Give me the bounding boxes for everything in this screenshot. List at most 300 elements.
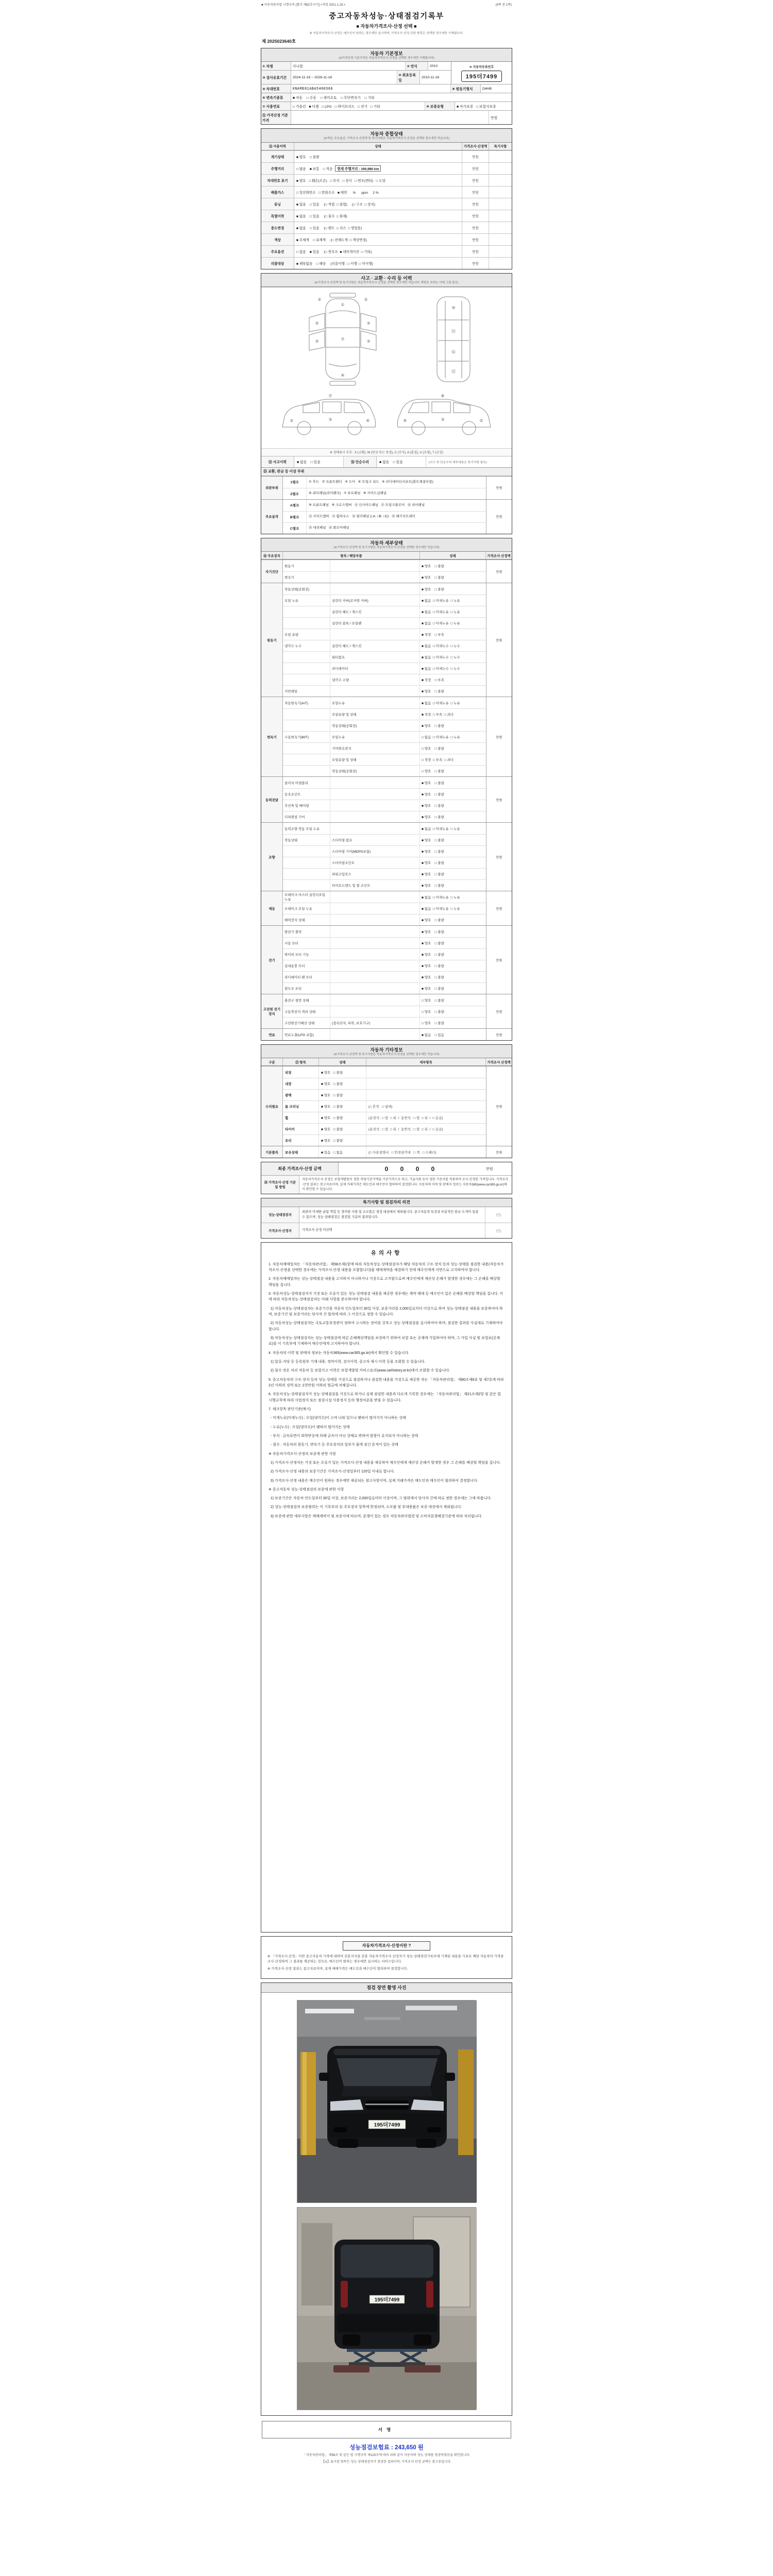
price-appraisal-info-title: 자동차가격조사·산정이란 ? [343,1941,430,1951]
device-group [261,891,512,925]
detailed-condition-header [261,538,512,552]
device-price-cell: 만원 [486,777,512,822]
document-number: 제 2025023640호 [262,39,296,44]
other-row [283,1146,486,1158]
opinion-text: 외판의 미세한 긁힘·찍힘 등 경미한 사항 및 소모품은 점검 대상에서 제외됩니다. 중고자동차 특성상 부분적인 판금·도색이 있을 수 있으며, 성능·상태점검은 점검일 기준의 결과입니다. [302,1210,479,1219]
device-item: 브레이크 오일 누유 [283,903,330,914]
device-state-checkboxes: ■ 없음 □ 있음 [422,1033,444,1037]
base-price-row [261,110,512,124]
vin-value: KNAME81ABA5400366 [291,84,451,93]
device-state-checkboxes: ■ 양호 □ 불량 [422,850,444,854]
device-item: 오일 유량 [283,629,330,640]
exchange-group-rows [283,500,486,534]
final-price-section [261,1162,512,1194]
device-group-label: 자기진단 [261,560,283,583]
other-info-header [261,1045,512,1058]
device-item: 라디에이터 팬 모터 [283,972,330,982]
state-checkboxes: ■ 해당없음 □ 해당 (리콜이행 : □ 이행 □ 미이행) [296,262,373,266]
device-price-cell: 만원 [486,560,512,583]
device-item: 고전원전기배선 상태 [283,1018,330,1028]
other-price-cell: 만원 [486,1146,512,1158]
device-item: 디퍼렌셜 기어 [283,811,330,822]
vehicle-name-row [261,62,451,70]
device-item: 등속조인트 [283,789,330,800]
device-part: 실린더 블록 / 오일팬 [330,618,420,629]
note-cell [489,222,512,233]
usage-history-row [261,186,512,198]
device-row [283,960,486,971]
exchange-panel-title: ⑮ 교환, 판금 등 이상 부위 [261,467,512,476]
notice-paragraph: 4. 자동차의 이력 및 판매자 정보는 자동차365(www.car365.go.kr)에서 확인할 수 있습니다. [268,1351,410,1355]
device-group-rows [283,823,486,891]
other-group [261,1066,512,1146]
rank-parts: ① 후드 ② 프론트펜더 ③ 도어 ④ 트렁크 리드 ⑤ 라디에이터서포트(볼트체결부품) [309,480,433,484]
usage-history-row [261,198,512,210]
other-row [283,1089,486,1100]
inspector-opinion-section [261,1198,512,1239]
device-row [283,685,486,697]
detail-groups [261,560,512,1040]
opinion-row [261,1223,512,1238]
notice-paragraph: 5. 중고자동차의 구조·장치 등의 성능·상태를 거짓으로 점검하거나 점검한 내용을 거짓으로 제공한 자는 「자동차관리법」 제80조제6호 및 제7호에 따라 2년 이하의 징역 또는 2천만원 이하의 벌금에 처해집니다. [268,1378,505,1387]
device-group-rows [283,777,486,822]
other-extra-checkboxes: (운전석 : □ 앞 □ 뒤 / 동반석 : □ 앞 □ 뒤 / □ 응급) [368,1128,443,1132]
device-item: 브레이크 마스터 실린더오일 누유 [283,891,330,903]
accident-history-label: ⑬ 사고이력 [261,456,294,467]
license-plate: 195더7499 [461,71,502,82]
warranty-type-label: ⑨ 보증유형 [425,102,455,110]
overall-condition-title: 자동차 종합상태 [370,131,403,137]
device-part [330,972,420,982]
price-cell: 만원 [462,234,489,245]
basic-info-top [261,62,512,84]
notice-paragraph: 3) 자동차성능·상태점검자는 성능·상태점검에 따른 손해배상책임을 보장하기 위하여 보험 또는 공제에 가입하여야 하며, 그 가입 사실 및 보험료(공제료)를 이 기록부에 기재하여 매수인에게 고지하여야 합니다. [268,1336,500,1346]
note-cell [489,246,512,257]
device-part [330,1006,420,1017]
notice-paragraphs [268,1262,505,1520]
device-row [283,583,486,595]
device-part [330,938,420,948]
usage-item-state [294,246,462,257]
usage-item-state [294,210,462,222]
col-other-group: 구분 [261,1058,283,1065]
device-part [330,686,420,697]
usage-item-label: 용도변경 [261,222,294,233]
device-group-rows [283,583,486,697]
device-state-checkboxes: ■ 없음 □ 미세누유 □ 누유 [422,611,460,615]
fuel-label: ⑦ 사용연료 [261,102,291,110]
svg-text:③: ③ [366,338,371,344]
accident-history-checkboxes: ■ 없음 □ 있음 [294,456,344,467]
device-state-checkboxes: ■ 없음 □ 미세누유 □ 누유 [422,895,460,900]
device-item [283,709,330,720]
detailed-condition-title: 자동차 세부상태 [370,540,403,546]
device-part [330,983,420,994]
device-row [283,640,486,651]
device-part [330,823,420,834]
col-other-item: ⑰ 항목 [283,1058,319,1065]
svg-text:⑧: ⑧ [441,393,445,398]
device-row [283,845,486,857]
device-row [283,720,486,731]
svg-text:⑫: ⑫ [451,329,456,334]
device-item: 원동기 [283,560,330,571]
device-state-checkboxes: ■ 없음 □ 미세누수 □ 누수 [422,645,460,649]
svg-text:⑩: ⑩ [451,305,456,310]
device-state-checkboxes: ■ 양호 □ 불량 [422,976,444,980]
device-item [283,743,330,754]
overall-condition-header [261,129,512,142]
device-group-rows [283,994,486,1028]
device-item: 오일 누유 [283,595,330,606]
device-group [261,822,512,891]
other-item-label: 보유상태 [283,1146,319,1158]
other-groups [261,1066,512,1158]
inspection-record-document [261,2,512,2475]
notice-paragraph: 3) 보증에 관한 세부사항은 매매계약서 및 보증서에 따르며, 분쟁이 있는 경우 자동차관리법령 및 소비자분쟁해결기준에 따라 처리됩니다. [268,1514,483,1518]
other-extra-checkboxes [366,1066,486,1078]
device-row [283,823,486,834]
device-row [283,606,486,617]
device-part: 파워고압호스 [330,869,420,879]
other-item-label: 휠 [283,1112,319,1123]
exchange-group-label: 외판부위 [261,477,283,499]
form-reference: ■ 자동차관리법 시행규칙 [별지 제82호서식] <개정 2021.1.19.> [261,4,346,7]
device-part [330,891,420,903]
device-group-rows [283,560,486,583]
accident-history-note: (※가격조사·산정액 및 특기사항은 자동차가격조사·산정을 선택한 경우에만 적습니다. 쪽번호 부위는 아래 그림 참조) [314,281,459,285]
usage-history-row [261,150,512,162]
device-part: 스티어링 기어(MDPS포함) [330,846,420,857]
opinion-text: 가격조사·산정 미선택 [302,1228,332,1232]
note-cell [489,163,512,174]
state-checkboxes: ■ 양호 □ 불량 [296,155,320,159]
device-state-checkboxes: ■ 양호 □ 불량 [422,587,444,591]
exchange-rank-row [283,511,486,522]
other-item-label: 룸 크리닝 [283,1101,319,1112]
device-state-checkboxes: ■ 양호 □ 불량 [422,953,444,957]
other-state-checkboxes: ■ 양호 □ 불량 [319,1112,366,1123]
usage-history-row [261,222,512,233]
usage-item-label: 차대번호 표기 [261,175,294,186]
price-appraisal-info-line: ※ 「가격조사·산정」이란 중고자동차 가격에 대하여 전문지식을 갖춘 자동차가격조사·산정자가 성능·상태점검기록부에 기재된 내용을 기초로 해당 자동차의 가격을 조사·산정하여 그 결과를 제공하는 것으로, 매수인이 원하는 경우에만 실시하는 서비스입니다. [267,1954,505,1964]
price-cell: 만원 [462,258,489,269]
device-part: 실린더 커버(로커암 커버) [330,595,420,606]
device-state-checkboxes: ■ 양호 □ 불량 [422,884,444,888]
device-item: 와이퍼 모터 기능 [283,949,330,960]
damage-code-legend: ※ 상태표시 부호 : X (교환), W (판금 또는 용접), C (부식), A (흠집), U (요철), T (손상) [261,448,512,456]
price-appraisal-info-line: ※ 가격조사·산정 결과는 참고자료이며, 실제 매매가격은 매도인과 매수인이 협의하여 결정합니다. [267,1967,408,1971]
other-item-label: 타이어 [283,1124,319,1134]
device-state-checkboxes: ■ 양호 □ 불량 [422,804,444,808]
device-part: 타이로드엔드 및 볼 조인트 [330,880,420,891]
device-item: 충전구 절연 상태 [283,994,330,1006]
device-state-checkboxes: ■ 없음 □ 미세누수 □ 누수 [422,667,460,671]
device-row [283,994,486,1006]
usage-item-state [294,187,462,198]
device-row [283,879,486,891]
device-state-checkboxes: ■ 양호 □ 불량 [422,919,444,923]
other-row [283,1123,486,1134]
col-other-extra: 세부항목 [366,1058,486,1065]
col-price: 가격조사·산정액 [462,143,489,150]
device-item [283,618,330,629]
usage-item-label: 색상 [261,234,294,245]
device-item [283,766,330,776]
exchange-rank-row [283,477,486,488]
device-part [330,572,420,583]
device-item [283,652,330,663]
svg-text:⑥: ⑥ [403,418,407,423]
final-price-unit: 만원 [486,1167,493,1171]
exchange-rank-row [283,522,486,534]
form-reference-line [261,2,512,7]
other-extra-checkboxes: (□ 사용설명서 □ 안전삼각대 □ 잭 □ 스패너) [368,1150,436,1155]
other-item-label: 광택 [283,1090,319,1100]
device-group [261,925,512,994]
device-row [283,1029,486,1040]
notice-paragraph: 3) 가격조사·산정 내용은 매수인이 원하는 경우에만 제공되는 참고사항이며, 실제 거래가격은 매도인과 매수인이 협의하여 결정합니다. [268,1479,478,1483]
device-item [283,857,330,868]
device-part: 라디에이터 [330,663,420,674]
usage-history-row [261,233,512,245]
device-group-label: 변속기 [261,697,283,776]
device-state-checkboxes: ■ 적정 □ 부족 □ 과다 [422,713,454,717]
other-row [283,1134,486,1146]
notice-paragraph: - 누유(누수) : 오일(냉각수)이 맺혀서 떨어지는 상태 [268,1425,350,1429]
fuel-checkboxes: □ 가솔린 ■ 디젤 □ LPG □ 하이브리드 □ 전기 □ 기타 [291,102,425,110]
state-checkboxes: □ 없음 ■ 있음 (□ 썬루프 ■ 네비게이션 □ 기타) [296,250,372,254]
document-title: 중고자동차성능·상태점검기록부 [329,12,444,21]
device-row [283,982,486,994]
device-state-checkboxes: ■ 양호 □ 불량 [422,781,444,785]
device-state-checkboxes: ■ 없음 □ 미세누유 □ 누유 [422,827,460,831]
device-item [283,720,330,731]
device-part [330,811,420,822]
device-state-checkboxes: ■ 양호 □ 불량 [422,839,444,843]
notice-paragraph: 6. 자동차성능·상태점검자가 성능·상태점검을 거짓으로 하거나 실제 점검한 내용과 다르게 기록한 경우에는 「자동차관리법」 제21조제2항 및 같은 법 시행규칙에 따라 사업정지 또는 점검시설 사용정지 등의 행정처분을 받을 수 있습니다. [268,1393,502,1402]
notice-paragraph: - 침수 : 자동차의 원동기, 변속기 등 주요장치의 일부가 물에 잠긴 흔적이 있는 상태 [268,1443,398,1447]
col-other-price: 가격조사·산정액 [487,1060,511,1064]
notice-title: 유의사항 [371,1249,402,1256]
note-cell [489,175,512,186]
final-price-value: 0 0 0 0 [384,1165,440,1173]
price-cell: 만원 [462,222,489,233]
device-part: 냉각수 수량 [330,674,420,685]
inspection-photos-body [261,1993,512,2415]
inspection-photos-section [261,1982,512,2416]
warranty-type-checkboxes: ■ 자가보증 □ 보험사보증 [457,105,496,109]
device-state-checkboxes: ■ 양호 □ 불량 [422,690,444,694]
device-state-checkboxes: ■ 없음 □ 미세누유 □ 누유 [422,599,460,603]
device-item [283,754,330,765]
signature-box: 서명 [262,2421,511,2438]
device-row [283,1017,486,1028]
col-detail-price: 가격조사·산정액 [487,554,511,558]
mileage-box: 현재 주행거리 : 190,980 km [335,165,381,172]
device-part: 오일유량 및 상태 [330,709,420,720]
other-info-section [261,1044,512,1158]
device-row [283,708,486,720]
device-group-label: 연료 [261,1029,283,1040]
device-part [330,789,420,800]
device-part [330,914,420,925]
other-table-head [261,1058,512,1066]
vehicle-diagrams [261,287,512,448]
col-detail-state: 상태 [420,552,486,559]
note-cell [489,234,512,245]
device-state-checkboxes: ■ 없음 □ 미세누수 □ 누수 [422,656,460,660]
opinion-author: 가격조사·산정자 [261,1223,299,1238]
device-item: 작동상태(공회전) [283,583,330,595]
price-cell: 만원 [462,246,489,257]
rank-parts: ⑥ 쿼터패널(리어펜더) ⑦ 루프패널 ⑧ 사이드실패널 [309,492,387,496]
device-part [330,960,420,971]
usage-item-state [294,163,462,174]
usage-item-state [294,198,462,210]
device-row [283,595,486,606]
notice-paragraph: 1) 자동차성능·상태점검자는 보증기간을 자동차 인도일부터 30일 이상, 보증거리를 2,000킬로미터 이상으로 하여 성능·상태점검 내용을 보증하여야 하며, 보증기간 및 보증거리는 당사자 간 합의에 따라 그 이상으로 정할 수 있습니다. [268,1307,503,1316]
device-state-checkboxes: ■ 양호 □ 불량 [422,861,444,866]
transmission-label: ⑥ 변속기종류 [261,93,291,101]
other-item-label: 유리 [283,1135,319,1146]
device-item: 실내송풍 모터 [283,960,330,971]
device-item: 커먼레일 [283,686,330,697]
simple-repair-label: ⑭ 단순수리 [344,456,377,467]
exchange-group [261,499,512,534]
model-year-value: 2010 [430,64,438,68]
device-part: 스티어링 펌프 [330,835,420,845]
other-extra-checkboxes [366,1078,486,1089]
notice-paragraph: - 부식 : 금속표면이 화학반응에 의해 금속이 아닌 상태로 변하여 원형이 유지되지 아니하는 상태 [268,1434,418,1438]
device-group [261,697,512,776]
vehicle-rear-photo [297,2208,477,2410]
detail-table-head [261,552,512,560]
inspection-insurance-fee: 성능점검보험료 : 243,650 원 [349,2444,424,2451]
accident-history-section [261,273,512,534]
col-usage-history: ⑫ 사용이력 [261,143,294,150]
registration-plate-block [451,62,512,84]
device-row [283,697,486,708]
device-state-checkboxes: ■ 양호 □ 불량 [422,564,444,568]
device-state-checkboxes: □ 양호 □ 불량 [422,1010,444,1014]
device-item: 윈도우 모터 [283,983,330,994]
other-row [283,1078,486,1089]
device-state-checkboxes: ■ 양호 □ 불량 [422,987,444,991]
note-cell [489,258,512,269]
signature-seal-cell: (인) [485,1207,512,1223]
other-group-label: 수리필요 [261,1066,283,1146]
device-group-rows [283,891,486,925]
device-part [330,903,420,914]
rank-parts: ⑨ 프론트패널 ⑩ 크로스멤버 ⑪ 인사이드패널 ⑰ 트렁크플로어 ⑱ 리어패널 [309,503,425,507]
rank-parts: ⑫ 사이드멤버 ⑬ 휠하우스 ⑭ 필러패널 (□A □B □C) ⑲ 패키지트레이 [309,515,415,519]
other-state-checkboxes: ■ 양호 □ 불량 [319,1135,366,1146]
device-price-cell: 만원 [486,1029,512,1040]
device-row [283,788,486,800]
notice-paragraph: 2) 침수 전손 처리 자동차 등 보험사고 이력은 보험개발원 카히스토리(www.carhistory.or.kr)에서 조회할 수 있습니다. [268,1369,450,1373]
state-checkboxes: □ 많음 ■ 보통 □ 적음 [296,167,333,171]
price-cell: 만원 [462,198,489,210]
price-cell: 만원 [462,210,489,222]
device-price-cell: 만원 [486,994,512,1028]
usage-history-row [261,174,512,186]
device-item: 작동상태 [283,835,330,845]
device-row [283,651,486,663]
price-cell: 만원 [462,175,489,186]
device-item: 변속기 [283,572,330,583]
usage-item-label: 주요옵션 [261,246,294,257]
device-row [283,811,486,822]
device-group [261,994,512,1028]
device-row [283,629,486,640]
device-state-checkboxes: □ 양호 □ 불량 [422,770,444,774]
device-row [283,571,486,583]
price-cell: 만원 [462,151,489,162]
vin-label: ⑤ 차대번호 [261,84,291,93]
notice-paragraph: 1. 자동차매매업자는 「자동차관리법」 제58조제1항에 따라 자동차성능·상태점검자가 해당 자동차의 구조·장치 등의 성능·상태를 점검한 내용(자동차가격조사·산정을 선택한 경우에는 가격조사·산정 내용을 포함합니다)을 매매계약을 체결하기 전에 매수인에게 서면으로 고지하여야 합니다. [268,1262,504,1272]
device-row [283,857,486,868]
usage-item-label: 계기상태 [261,151,294,162]
svg-text:⑦: ⑦ [328,393,332,398]
note-cell [489,198,512,210]
device-item: 시동 모터 [283,938,330,948]
device-group [261,583,512,697]
svg-text:②: ② [290,418,294,423]
inspector-opinion-title: 특기사항 및 점검자의 의견 [261,1198,512,1207]
accident-history-header [261,274,512,287]
opinion-row [261,1207,512,1223]
usage-item-state [294,222,462,233]
other-extra-checkboxes [366,1135,486,1146]
other-state-checkboxes: ■ 양호 □ 불량 [319,1078,366,1089]
notice-paragraph: 2) 성능·상태점검의 보증범위는 이 기록부의 ⑯ 주요장치 항목에 한정되며, 소모품 및 부대용품은 보증 대상에서 제외됩니다. [268,1505,462,1510]
device-group-label: 동력전달 [261,777,283,822]
exchange-group-label: 주요골격 [261,500,283,534]
device-part [330,1029,420,1040]
device-row [283,742,486,754]
device-item: 구동축전지 격리 상태 [283,1006,330,1017]
device-row [283,754,486,765]
device-part: 실린더 헤드 / 개스킷 [330,606,420,617]
rank-label: 1랭크 [283,477,307,488]
base-price-unit: 만원 [491,116,498,121]
device-state-checkboxes: ■ 양호 □ 불량 [422,942,444,946]
svg-text:③: ③ [315,338,319,344]
state-checkboxes: □ 일산화탄소 □ 탄화수소 ■ 매연 % ppm 2 % [296,191,379,195]
device-part: 실린더 헤드 / 개스킷 [330,640,420,651]
device-group [261,560,512,583]
detailed-condition-section [261,538,512,1041]
device-item: 수동변속기(M/T) [283,732,330,742]
device-item: 클러치 어셈블리 [283,777,330,788]
device-row [283,834,486,845]
basic-info-note: (※가격산정 기준가격은 자동차가격조사·산정을 선택한 경우에만 기재합니다) [339,56,434,60]
device-group-label: 고전원 전기장치 [261,994,283,1028]
device-group-label: 전기 [261,926,283,994]
device-part [330,800,420,811]
other-extra-checkboxes: (□ 흔적 □ 냄새) [368,1105,393,1109]
car-right-side-diagram [394,390,497,444]
note-cell [489,187,512,198]
rear-plate-text: 195더7499 [374,2297,400,2303]
price-appraisal-info-lines [267,1954,506,1972]
usage-history-row [261,257,512,269]
car-top-view-diagram [289,292,397,387]
device-part [330,583,420,595]
footer-legal-line-1: 「자동차관리법」 제58조 및 같은 법 시행규칙 제120조에 따라 위와 같이 자동차의 성능·상태를 점검하였음을 확인합니다. [303,2453,470,2458]
note-cell [489,151,512,162]
